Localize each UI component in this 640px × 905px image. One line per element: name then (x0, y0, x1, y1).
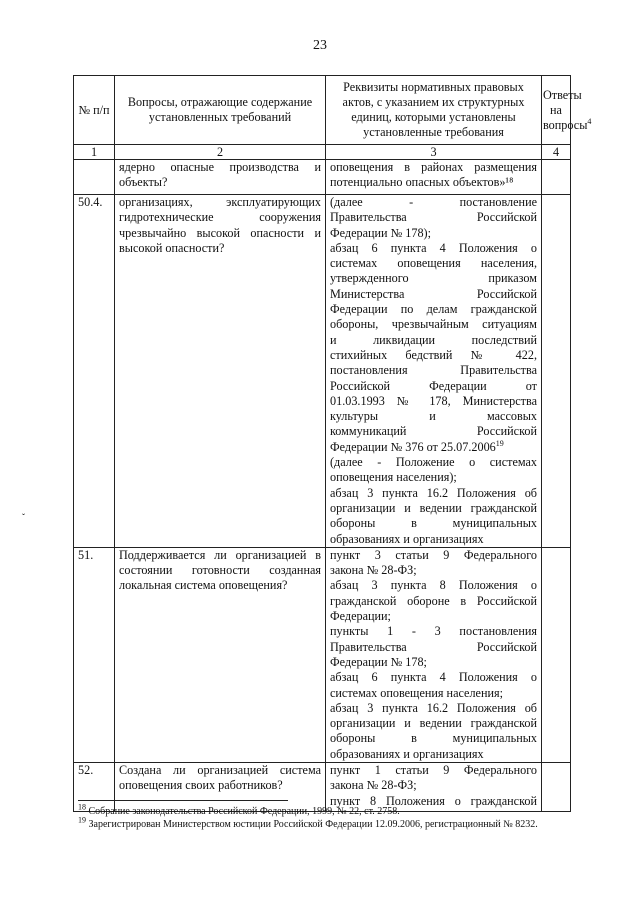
requisite-line: коммуникаций Российской (330, 424, 537, 439)
footnote (78, 815, 578, 831)
requisite-line: образованиях и организациях (330, 746, 484, 761)
question-line: оповещения своих работников? (119, 778, 283, 793)
requisite-line: Правительства Российской (330, 639, 537, 654)
header-answers-footnote: 4 (587, 116, 592, 126)
row-answer-cell (542, 195, 571, 548)
requisite-line: образованиях и организациях (330, 531, 484, 546)
header-requisites: Реквизиты нормативных правовых актов, с указанием их структурных единиц, которыми установлены установленные требования (326, 76, 542, 145)
footnote-rule (78, 800, 288, 801)
question-line: Создана ли организацией система (119, 762, 321, 777)
header-number: № п/п (74, 76, 115, 145)
requisite-line: абзац 3 пункта 8 Положения о (330, 578, 537, 593)
header-answers (542, 76, 592, 145)
question-line: организациях, эксплуатирующих (119, 195, 321, 209)
requisite-line: закона № 28-ФЗ; (330, 778, 417, 793)
column-number-4: 4 (542, 145, 571, 160)
requisite-line: (далее - Положение о системах (330, 455, 537, 470)
page-number: 23 (313, 38, 327, 53)
question-line: чрезвычайно высокой опасности и (119, 225, 321, 240)
requisite-line: пункт 1 статьи 9 Федерального (330, 762, 537, 777)
row-number: 50.4. (74, 195, 115, 548)
question-line: Поддерживается ли организацией в (119, 547, 321, 562)
row-requisites (326, 547, 542, 762)
requisite-line: обороны, чрезвычайным ситуациям (330, 317, 537, 332)
table-row (74, 547, 571, 762)
requisite-line: оповещения населения); (330, 470, 457, 485)
footnote-text: Собрание законодательства Российской Федерации, 1999, № 22, ст. 2758. (86, 806, 400, 817)
requisite-line: потенциально опасных объектов»¹⁸ (330, 175, 514, 190)
requisite-line: пункты 1 - 3 постановления (330, 624, 537, 639)
footnote-text: Зарегистрирован Министерством юстиции Российской Федерации 12.09.2006, регистрационный № 8232. (86, 819, 538, 830)
requisite-line: Российской Федерации от (330, 378, 537, 393)
requisite-line-with-footnote (330, 440, 537, 455)
row-question (115, 547, 326, 762)
table-row (74, 160, 571, 195)
row-requisites (326, 160, 542, 195)
column-number-2: 2 (115, 145, 326, 160)
margin-mark: ˇ (22, 512, 25, 522)
column-number-3: 3 (326, 145, 542, 160)
requisite-line: системах оповещения населения, (330, 256, 537, 271)
requisite-line: 01.03.1993 № 178, Министерства (330, 393, 537, 408)
requisite-line: Федерации № 178); (330, 225, 432, 240)
column-number-row (74, 145, 571, 160)
requisite-line: гражданской обороне в Российской (330, 593, 537, 608)
footnote-ref-19: 19 (495, 438, 504, 448)
requisite-line: абзац 6 пункта 4 Положения о (330, 240, 537, 255)
requisite-line: пункт 3 статьи 9 Федерального (330, 547, 537, 562)
requisite-line: закона № 28-ФЗ; (330, 563, 417, 578)
question-line: объекты? (119, 175, 168, 190)
footnote-mark: 18 (78, 802, 86, 812)
footnote-mark: 19 (78, 815, 86, 825)
requisite-line: (далее - постановление (330, 195, 537, 209)
requisite-line: организации и ведении гражданской (330, 500, 537, 515)
requirements-table (73, 75, 592, 812)
row-requisites (326, 195, 542, 548)
requisite-line: стихийных бедствий № 422, (330, 347, 537, 362)
requisite-line: обороны в муниципальных (330, 516, 537, 531)
requisite-line: организации и ведении гражданской (330, 716, 537, 731)
requisite-line: Федерации № 178; (330, 654, 427, 669)
row-question (115, 160, 326, 195)
requisite-line: утвержденного приказом (330, 271, 537, 286)
header-answers-label: Ответы на вопросы (543, 87, 588, 132)
footnote (78, 802, 578, 818)
row-question (115, 195, 326, 548)
requisite-line: Федерации; (330, 609, 391, 624)
requisite-line: системах оповещения населения; (330, 685, 503, 700)
column-number-1: 1 (74, 145, 115, 160)
requisite-line: обороны в муниципальных (330, 731, 537, 746)
requisite-line: абзац 6 пункта 4 Положения о (330, 670, 537, 685)
row-number (74, 160, 115, 195)
question-line: гидротехнические сооружения (119, 210, 321, 225)
row-answer-cell (542, 160, 571, 195)
requisite-line: абзац 3 пункта 16.2 Положения об (330, 700, 537, 715)
row-number: 51. (74, 547, 115, 762)
question-line: ядерно опасные производства и (119, 160, 321, 174)
requisite-line: Федерации № 376 от 25.07.2006 (330, 439, 496, 454)
question-line: состоянии готовности созданная (119, 563, 321, 578)
table-header-row (74, 76, 571, 145)
header-questions: Вопросы, отражающие содержание установленных требований (115, 76, 326, 145)
requisite-line: оповещения в районах размещения (330, 160, 537, 174)
requisite-line: культуры и массовых (330, 409, 537, 424)
row-answer-cell (542, 547, 571, 762)
requisite-line: Федерации по делам гражданской (330, 302, 537, 317)
question-line: локальная система оповещения? (119, 578, 288, 593)
question-line: высокой опасности? (119, 240, 225, 255)
requisite-line: абзац 3 пункта 16.2 Положения об (330, 485, 537, 500)
table-row (74, 195, 571, 548)
requisite-line: постановления Правительства (330, 363, 537, 378)
requisite-line: и ликвидации последствий (330, 332, 537, 347)
requisite-line: Правительства Российской (330, 210, 537, 225)
requisite-line: Министерства Российской (330, 286, 537, 301)
row-number: 52. (74, 762, 115, 811)
footnotes (78, 800, 578, 831)
requisite-line: пункт 8 Положения о гражданской (330, 793, 537, 808)
